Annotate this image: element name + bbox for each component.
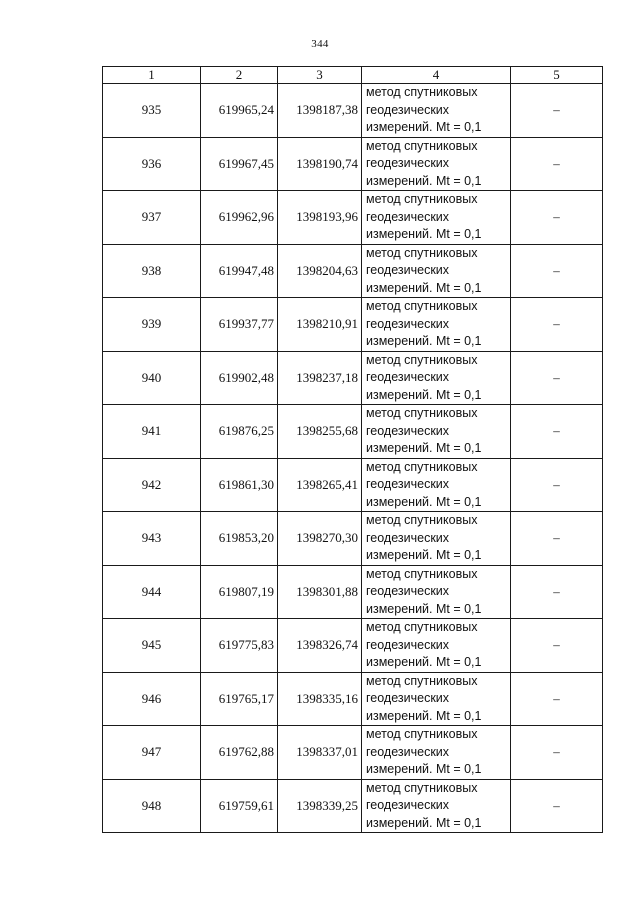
page-number: 344	[311, 38, 329, 50]
method-line: геодезических	[366, 691, 450, 705]
y-coordinate-cell: 1398255,68	[278, 405, 362, 459]
y-coordinate-cell: 1398187,38	[278, 84, 362, 138]
method-cell	[362, 298, 511, 352]
method-line: геодезических	[366, 423, 450, 438]
method-line: метод спутниковых	[366, 352, 478, 367]
method-line: измерений. Mt = 0,1	[366, 494, 482, 509]
method-line: геодезических	[366, 102, 450, 117]
method-line: измерений. Mt = 0,1	[366, 227, 482, 241]
x-coordinate-cell: 619853,20	[201, 512, 278, 566]
y-coordinate-cell: 1398190,74	[278, 137, 362, 191]
note-cell: –	[511, 137, 603, 191]
method-line: метод спутниковых	[366, 727, 478, 741]
point-number-cell: 943	[103, 512, 201, 566]
column-header-2: 2	[201, 67, 278, 84]
point-number-cell: 938	[103, 244, 201, 298]
table-row	[103, 137, 603, 191]
x-coordinate-cell: 619762,88	[201, 726, 278, 780]
method-line: метод спутниковых	[366, 513, 478, 527]
x-coordinate-cell: 619967,45	[201, 137, 278, 191]
method-line: метод спутниковых	[366, 566, 478, 581]
y-coordinate-cell: 1398193,96	[278, 191, 362, 245]
method-line: геодезических	[366, 744, 450, 759]
method-cell	[362, 351, 511, 405]
method-cell	[362, 191, 511, 245]
y-coordinate-cell: 1398337,01	[278, 726, 362, 780]
method-line: метод спутниковых	[366, 459, 478, 474]
method-line: метод спутниковых	[366, 406, 478, 420]
point-number-cell: 941	[103, 405, 201, 459]
method-cell	[362, 779, 511, 833]
method-line: измерений. Mt = 0,1	[366, 120, 482, 134]
x-coordinate-cell: 619861,30	[201, 458, 278, 512]
note-cell: –	[511, 298, 603, 352]
method-line: измерений. Mt = 0,1	[366, 655, 482, 669]
point-number-cell: 947	[103, 726, 201, 780]
y-coordinate-cell: 1398204,63	[278, 244, 362, 298]
y-coordinate-cell: 1398270,30	[278, 512, 362, 566]
method-cell	[362, 405, 511, 459]
note-cell: –	[511, 405, 603, 459]
method-line: геодезических	[366, 263, 450, 277]
note-cell: –	[511, 512, 603, 566]
column-header-3: 3	[278, 67, 362, 84]
method-cell	[362, 137, 511, 191]
method-cell	[362, 565, 511, 619]
note-cell: –	[511, 351, 603, 405]
method-line: геодезических	[366, 530, 450, 545]
table-row	[103, 512, 603, 566]
x-coordinate-cell: 619775,83	[201, 619, 278, 673]
note-cell: –	[511, 619, 603, 673]
y-coordinate-cell: 1398301,88	[278, 565, 362, 619]
x-coordinate-cell: 619962,96	[201, 191, 278, 245]
table-row	[103, 84, 603, 138]
method-line: измерений. Mt = 0,1	[366, 548, 482, 562]
table-row	[103, 726, 603, 780]
y-coordinate-cell: 1398326,74	[278, 619, 362, 673]
x-coordinate-cell: 619759,61	[201, 779, 278, 833]
note-cell: –	[511, 458, 603, 512]
note-cell: –	[511, 726, 603, 780]
method-cell	[362, 726, 511, 780]
point-number-cell: 936	[103, 137, 201, 191]
method-line: геодезических	[366, 156, 450, 170]
method-line: метод спутниковых	[366, 620, 478, 634]
point-number-cell: 939	[103, 298, 201, 352]
point-number-cell: 945	[103, 619, 201, 673]
method-line: измерений. Mt = 0,1	[366, 601, 482, 616]
x-coordinate-cell: 619937,77	[201, 298, 278, 352]
table-row	[103, 458, 603, 512]
column-header-1: 1	[103, 67, 201, 84]
note-cell: –	[511, 84, 603, 138]
method-line: метод спутниковых	[366, 673, 478, 688]
y-coordinate-cell: 1398210,91	[278, 298, 362, 352]
method-line: метод спутниковых	[366, 245, 478, 260]
y-coordinate-cell: 1398339,25	[278, 779, 362, 833]
y-coordinate-cell: 1398237,18	[278, 351, 362, 405]
method-line: геодезических	[366, 477, 450, 491]
method-cell	[362, 458, 511, 512]
x-coordinate-cell: 619947,48	[201, 244, 278, 298]
coordinates-table	[102, 66, 603, 833]
method-cell	[362, 84, 511, 138]
method-line: метод спутниковых	[366, 780, 478, 795]
method-cell	[362, 244, 511, 298]
method-cell	[362, 619, 511, 673]
note-cell: –	[511, 565, 603, 619]
x-coordinate-cell: 619965,24	[201, 84, 278, 138]
method-line: геодезических	[366, 370, 450, 384]
table-row	[103, 565, 603, 619]
point-number-cell: 935	[103, 84, 201, 138]
method-line: измерений. Mt = 0,1	[366, 708, 482, 723]
method-line: метод спутниковых	[366, 85, 478, 99]
x-coordinate-cell: 619876,25	[201, 405, 278, 459]
y-coordinate-cell: 1398265,41	[278, 458, 362, 512]
table-row	[103, 779, 603, 833]
method-line: измерений. Mt = 0,1	[366, 815, 482, 830]
column-header-4: 4	[362, 67, 511, 84]
method-line: геодезических	[366, 584, 450, 598]
method-cell	[362, 512, 511, 566]
method-line: измерений. Mt = 0,1	[366, 280, 482, 295]
table-row	[103, 244, 603, 298]
table-row	[103, 672, 603, 726]
point-number-cell: 937	[103, 191, 201, 245]
method-line: метод спутниковых	[366, 138, 478, 153]
note-cell: –	[511, 244, 603, 298]
table-row	[103, 351, 603, 405]
point-number-cell: 940	[103, 351, 201, 405]
method-line: метод спутниковых	[366, 192, 478, 206]
column-header-5: 5	[511, 67, 603, 84]
method-cell	[362, 672, 511, 726]
table-body	[103, 84, 603, 833]
header-row	[103, 67, 603, 84]
table-row	[103, 298, 603, 352]
note-cell: –	[511, 191, 603, 245]
x-coordinate-cell: 619902,48	[201, 351, 278, 405]
method-line: геодезических	[366, 209, 450, 224]
y-coordinate-cell: 1398335,16	[278, 672, 362, 726]
point-number-cell: 944	[103, 565, 201, 619]
note-cell: –	[511, 672, 603, 726]
point-number-cell: 948	[103, 779, 201, 833]
point-number-cell: 946	[103, 672, 201, 726]
note-cell: –	[511, 779, 603, 833]
table-row	[103, 619, 603, 673]
method-line: метод спутниковых	[366, 299, 478, 313]
point-number-cell: 942	[103, 458, 201, 512]
method-line: измерений. Mt = 0,1	[366, 762, 482, 776]
method-line: измерений. Mt = 0,1	[366, 387, 482, 402]
method-line: измерений. Mt = 0,1	[366, 334, 482, 348]
method-line: измерений. Mt = 0,1	[366, 173, 482, 188]
method-line: геодезических	[366, 637, 450, 652]
x-coordinate-cell: 619807,19	[201, 565, 278, 619]
method-line: измерений. Mt = 0,1	[366, 441, 482, 455]
method-line: геодезических	[366, 798, 450, 812]
method-line: геодезических	[366, 316, 450, 331]
table-row	[103, 405, 603, 459]
x-coordinate-cell: 619765,17	[201, 672, 278, 726]
table-row	[103, 191, 603, 245]
